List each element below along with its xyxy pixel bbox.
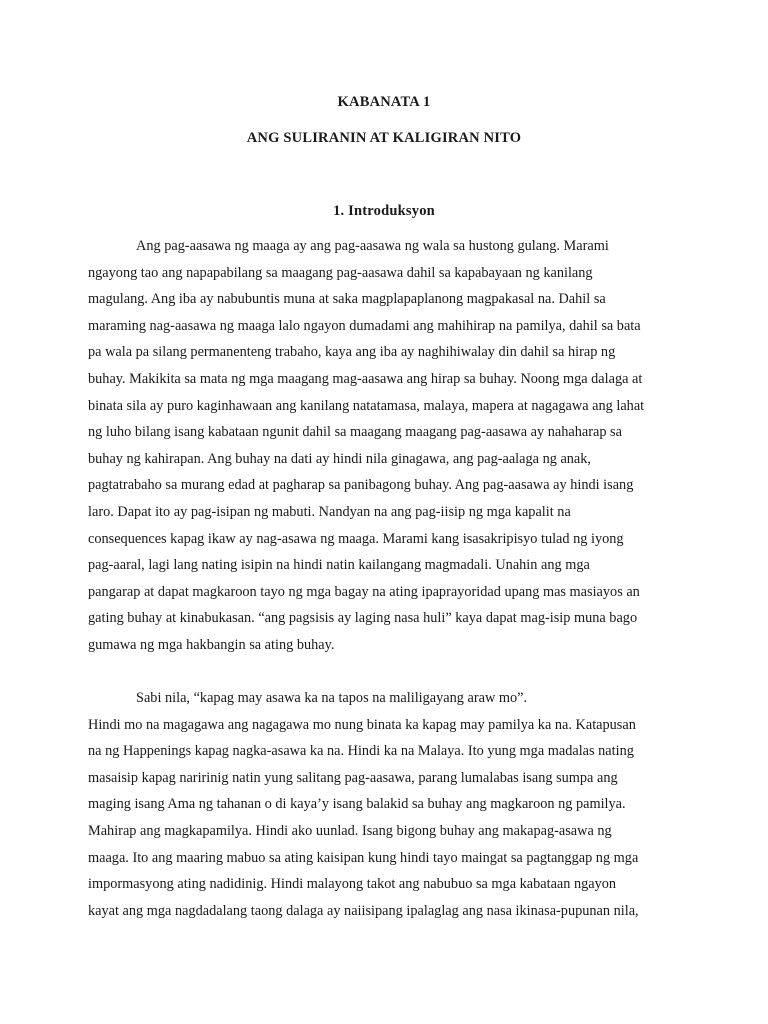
text-line: magulang. Ang iba ay nabubuntis muna at saka magplapaplanong magpakasal na. Dahil sa (88, 291, 606, 308)
paragraph-introduction (88, 233, 692, 659)
text-line: binata sila ay puro kaginhawaan ang kanilang natatamasa, malaya, mapera at nagagawa ang lahat (88, 397, 645, 414)
text-line: consequences kapag ikaw ay nag-asawa ng maaga. Marami kang isasakripisyo tulad ng iyong (88, 530, 624, 547)
text-line: Mahirap ang magkapamilya. Hindi ako uunlad. Isang bigong buhay ang makapag-asawa ng (88, 822, 612, 839)
text-line: impormasyong ating nadidinig. Hindi malayong takot ang nabubuo sa mga kabataan ngayon (88, 876, 617, 893)
text-line: maraming nag-aasawa ng maaga lalo ngayon dumadami ang mahihirap na pamilya, dahil sa bata (88, 317, 641, 334)
section-heading: 1. Introduksyon (333, 203, 435, 219)
text-line: gumawa ng mga hakbangin sa ating buhay. (88, 636, 335, 653)
text-line: Ang pag-aasawa ng maaga ay ang pag-aasawa ng wala sa hustong gulang. Marami (136, 238, 609, 254)
text-line: pa wala pa silang permanenteng trabaho, kaya ang iba ay naghihiwalay din dahil sa hirap ng (88, 344, 616, 361)
text-line: maging isang Ama ng tahanan o di kaya’y isang balakid sa buhay ang magkaroon ng pamilya. (88, 796, 626, 813)
text-line: masaisip kapag naririnig natin yung salitang pag-aasawa, parang lumalabas isang sumpa ang (88, 769, 618, 786)
text-line: pangarap at dapat magkaroon tayo ng mga bagay na ating ipaprayoridad upang mas masiayos an (88, 583, 640, 600)
text-line: buhay ng kahirapan. Ang buhay na dati ay hindi nila ginagawa, ang pag-aalaga ng anak, (88, 450, 592, 467)
text-line: pag-aaral, lagi lang nating isipin na hindi natin kailangang magmadali. Unahin ang mga (88, 557, 590, 574)
text-line: buhay. Makikita sa mata ng mga maagang mag-aasawa ang hirap sa buhay. Noong mga dalaga at (88, 370, 643, 387)
text-line: ng luho bilang isang kabataan ngunit dahil sa maagang maagang pag-aasawa ay nahaharap sa (88, 424, 622, 441)
text-line: na ng Happenings kapag nagka-asawa ka na. Hindi ka na Malaya. Ito yung mga madalas nating (88, 743, 634, 760)
text-line: maaga. Ito ang maaring mabuo sa ating kaisipan kung hindi tayo maingat sa pagtanggap ng mga (88, 849, 639, 866)
chapter-heading: KABANATA 1 (337, 94, 431, 110)
text-line: gating buhay at kinabukasan. “ang pagsisis ay laging nasa huli” kaya dapat mag-isip muna bago (88, 610, 638, 627)
text-line: laro. Dapat ito ay pag-isipan ng mabuti. Nandyan na ang pag-iisip ng mga kapalit na (88, 503, 571, 520)
text-line: Sabi nila, “kapag may asawa ka na tapos na maliligayang araw mo”. (136, 690, 528, 706)
text-line: kayat ang mga nagdadalang taong dalaga ay naiisipang ipalaglag ang nasa ikinasa-pupunan nila, (88, 902, 639, 919)
chapter-title: ANG SULIRANIN AT KALIGIRAN NITO (246, 130, 522, 146)
text-line: Hindi mo na magagawa ang nagagawa mo nung binata ka kapag may pamilya ka na. Katapusan (88, 716, 636, 733)
paragraph-quote (88, 685, 692, 924)
text-line: ngayong tao ang napapabilang sa maagang pag-aasawa dahil sa kapabayaan ng kanilang (88, 264, 593, 281)
text-line: pagtatrabaho sa murang edad at pagharap sa panibagong buhay. Ang pag-aasawa ay hindi isang (88, 477, 634, 494)
